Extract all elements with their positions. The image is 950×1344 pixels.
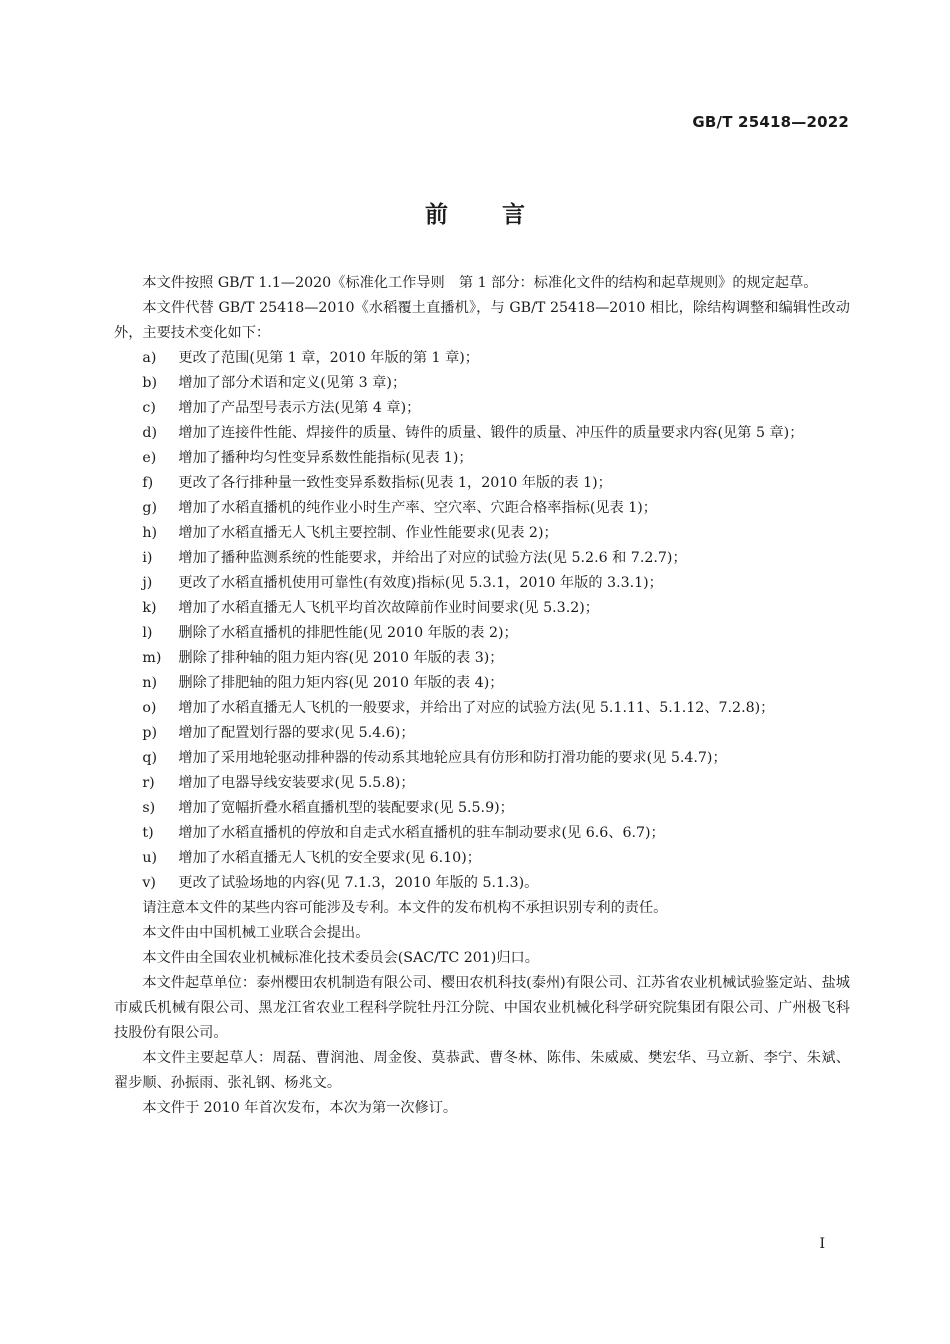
list-marker: o) [142, 700, 157, 716]
list-text: 增加了水稻直播机的停放和自走式水稻直播机的驻车制动要求(见 6.6、6.7)； [178, 825, 665, 841]
list-item [114, 646, 850, 671]
list-text: 增加了电器导线安装要求(见 5.5.8)； [178, 775, 415, 791]
list-text: 更改了水稻直播机使用可靠性(有效度)指标(见 5.3.1，2010 年版的 3.3.1)； [178, 575, 663, 591]
paragraph-drafting-units: 本文件起草单位：泰州樱田农机制造有限公司、樱田农机科技(泰州)有限公司、江苏省农业机械试验鉴定站、盐城市威氏机械有限公司、黑龙江省农业工程科学院牡丹江分院、中国农业机械化科学研究院集团有限公司、广州极飞科技股份有限公司。 [114, 975, 850, 1041]
paragraph-history: 本文件于 2010 年首次发布，本次为第一次修订。 [142, 1100, 458, 1116]
list-text: 增加了产品型号表示方法(见第 4 章)； [178, 400, 421, 416]
list-marker: e) [142, 450, 157, 466]
paragraph-drafters: 本文件主要起草人：周磊、曹润池、周金俊、莫恭武、曹冬林、陈伟、朱威威、樊宏华、马立新、李宁、朱斌、翟步顺、孙振雨、张礼钢、杨兆文。 [114, 1050, 850, 1091]
list-item [114, 546, 850, 571]
list-text: 增加了部分术语和定义(见第 3 章)； [178, 375, 407, 391]
list-marker: i) [142, 550, 153, 566]
list-text: 删除了排肥轴的阻力矩内容(见 2010 年版的表 4)； [178, 675, 504, 691]
list-text: 删除了水稻直播机的排肥性能(见 2010 年版的表 2)； [178, 625, 518, 641]
list-item [114, 746, 850, 771]
paragraph-patent-notice: 请注意本文件的某些内容可能涉及专利。本文件的发布机构不承担识别专利的责任。 [142, 900, 668, 916]
standard-number: GB/T 25418—2022 [692, 113, 849, 131]
title-part-1: 前 [425, 202, 448, 228]
foreword-body [114, 271, 850, 1121]
list-item [114, 496, 850, 521]
list-item [114, 596, 850, 621]
list-marker: r) [142, 775, 155, 791]
list-item [114, 821, 850, 846]
list-item [114, 521, 850, 546]
list-text: 增加了配置划行器的要求(见 5.4.6)； [178, 725, 415, 741]
list-item [114, 721, 850, 746]
list-marker: h) [142, 525, 158, 541]
list-item [114, 371, 850, 396]
list-marker: b) [142, 375, 158, 391]
list-item [114, 796, 850, 821]
paragraph-committee: 本文件由全国农业机械标准化技术委员会(SAC/TC 201)归口。 [142, 950, 539, 966]
list-item [114, 696, 850, 721]
list-item [114, 771, 850, 796]
list-marker: j) [142, 575, 153, 591]
list-item [114, 571, 850, 596]
list-text: 更改了各行排种量一致性变异系数指标(见表 1，2010 年版的表 1)； [178, 475, 612, 491]
list-text: 增加了水稻直播机的纯作业小时生产率、空穴率、穴距合格率指标(见表 1)； [178, 500, 657, 516]
list-marker: p) [142, 725, 158, 741]
list-marker: n) [142, 675, 158, 691]
list-marker: t) [142, 825, 154, 841]
list-text: 增加了连接件性能、焊接件的质量、铸件的质量、锻件的质量、冲压件的质量要求内容(见第 5 章)； [178, 425, 804, 441]
list-marker: s) [142, 800, 156, 816]
list-item [114, 871, 850, 896]
page-title [0, 196, 950, 229]
list-marker: m) [142, 650, 162, 666]
list-marker: f) [142, 475, 154, 491]
list-marker: v) [142, 875, 156, 891]
list-item [114, 346, 850, 371]
list-text: 增加了宽幅折叠水稻直播机型的装配要求(见 5.5.9)； [178, 800, 514, 816]
title-part-2: 言 [502, 202, 525, 228]
list-marker: l) [142, 625, 153, 641]
list-marker: k) [142, 600, 157, 616]
list-item [114, 421, 850, 446]
list-text: 增加了水稻直播无人飞机的一般要求，并给出了对应的试验方法(见 5.1.11、5.1.12、7.2.8)； [178, 700, 775, 716]
list-text: 删除了排种轴的阻力矩内容(见 2010 年版的表 3)； [178, 650, 504, 666]
list-text: 更改了试验场地的内容(见 7.1.3，2010 年版的 5.1.3)。 [178, 875, 539, 891]
list-text: 更改了范围(见第 1 章，2010 年版的第 1 章)； [178, 350, 479, 366]
changes-list [114, 346, 850, 896]
list-marker: g) [142, 500, 158, 516]
list-item [114, 671, 850, 696]
page-number: I [819, 1236, 825, 1252]
list-item [114, 621, 850, 646]
list-marker: c) [142, 400, 156, 416]
list-text: 增加了采用地轮驱动排种器的传动系其地轮应具有仿形和防打滑功能的要求(见 5.4.7)； [178, 750, 727, 766]
paragraph-proposer: 本文件由中国机械工业联合会提出。 [142, 925, 370, 941]
list-item [114, 846, 850, 871]
paragraph-drafting-rules: 本文件按照 GB/T 1.1—2020《标准化工作导则 第 1 部分：标准化文件的结构和起草规则》的规定起草。 [142, 275, 818, 291]
list-text: 增加了水稻直播无人飞机平均首次故障前作业时间要求(见 5.3.2)； [178, 600, 599, 616]
list-text: 增加了水稻直播无人飞机主要控制、作业性能要求(见表 2)； [178, 525, 558, 541]
list-item [114, 396, 850, 421]
list-marker: u) [142, 850, 158, 866]
list-marker: q) [142, 750, 158, 766]
list-marker: d) [142, 425, 158, 441]
paragraph-replacement: 本文件代替 GB/T 25418—2010《水稻覆土直播机》，与 GB/T 25418—2010 相比，除结构调整和编辑性改动外，主要技术变化如下： [114, 300, 850, 341]
list-marker: a) [142, 350, 157, 366]
list-item [114, 471, 850, 496]
list-text: 增加了水稻直播无人飞机的安全要求(见 6.10)； [178, 850, 481, 866]
list-text: 增加了播种均匀性变异系数性能指标(见表 1)； [178, 450, 473, 466]
list-item [114, 446, 850, 471]
list-text: 增加了播种监测系统的性能要求，并给出了对应的试验方法(见 5.2.6 和 7.2.7)； [178, 550, 687, 566]
